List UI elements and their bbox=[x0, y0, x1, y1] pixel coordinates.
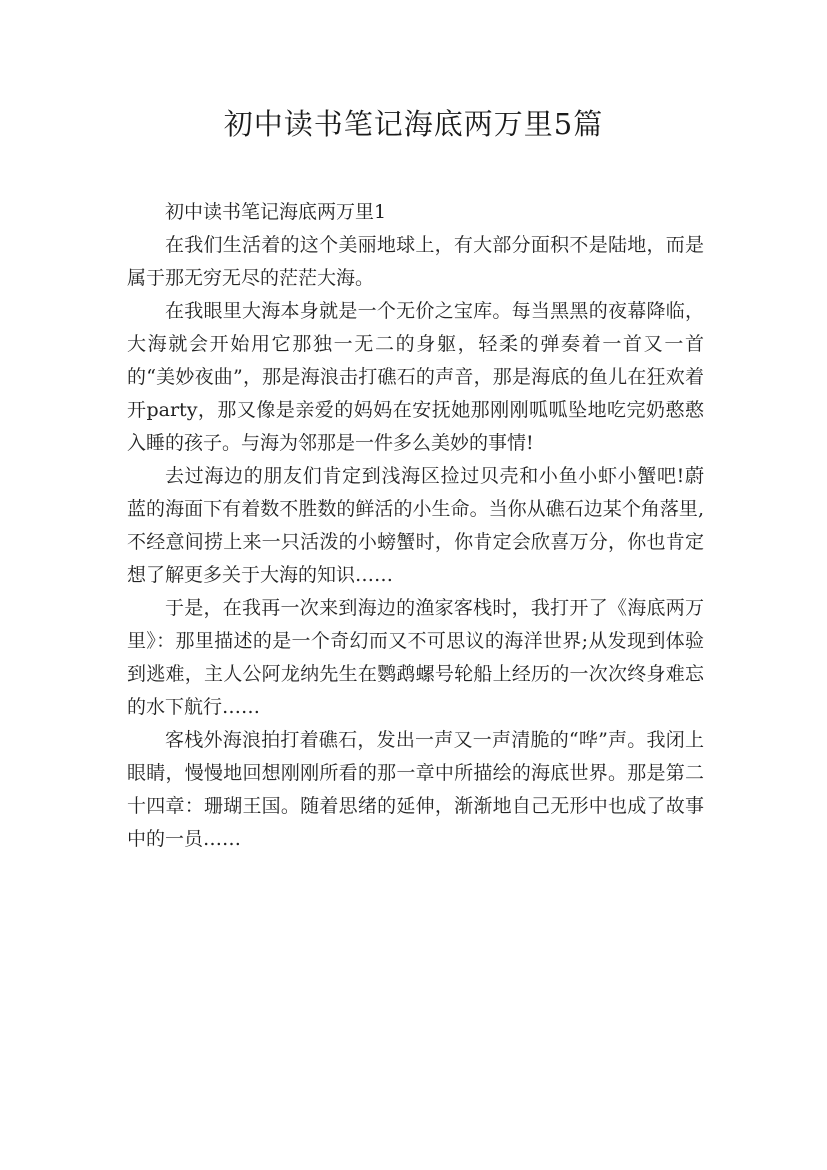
document-body bbox=[127, 196, 704, 856]
paragraph-1: 在我们生活着的这个美丽地球上，有大部分面积不是陆地，而是属于那无穷无尽的茫茫大海。 bbox=[127, 234, 704, 289]
paragraph-3: 去过海边的朋友们肯定到浅海区捡过贝壳和小鱼小虾小蟹吧!蔚蓝的海面下有着数不胜数的鲜活的小生命。当你从礁石边某个角落里,不经意间捞上来一只活泼的小螃蟹时，你肯定会欣喜万分，你也肯定想了解更多关于大海的知识…… bbox=[127, 465, 704, 586]
paragraph-2: 在我眼里大海本身就是一个无价之宝库。每当黑黑的夜幕降临，大海就会开始用它那独一无二的身躯，轻柔的弹奏着一首又一首的“美妙夜曲”，那是海浪击打礁石的声音，那是海底的鱼儿在狂欢着开party，那又像是亲爱的妈妈在安抚她那刚刚呱呱坠地吃完奶憨憨入睡的孩子。与海为邻那是一件多么美妙的事情! bbox=[127, 300, 704, 454]
document-title: 初中读书笔记海底两万里5篇 bbox=[223, 107, 604, 141]
section-heading: 初中读书笔记海底两万里1 bbox=[165, 201, 387, 223]
paragraph-5: 客栈外海浪拍打着礁石，发出一声又一声清脆的“哗”声。我闭上眼睛，慢慢地回想刚刚所看的那一章中所描绘的海底世界。那是第二十四章：珊瑚王国。随着思绪的延伸，渐渐地自己无形中也成了故事中的一员…… bbox=[127, 729, 704, 850]
paragraph-4: 于是，在我再一次来到海边的渔家客栈时，我打开了《海底两万里》：那里描述的是一个奇幻而又不可思议的海洋世界;从发现到体验到逃难，主人公阿龙纳先生在鹦鹉螺号轮船上经历的一次次终身难忘的水下航行…… bbox=[127, 597, 704, 718]
